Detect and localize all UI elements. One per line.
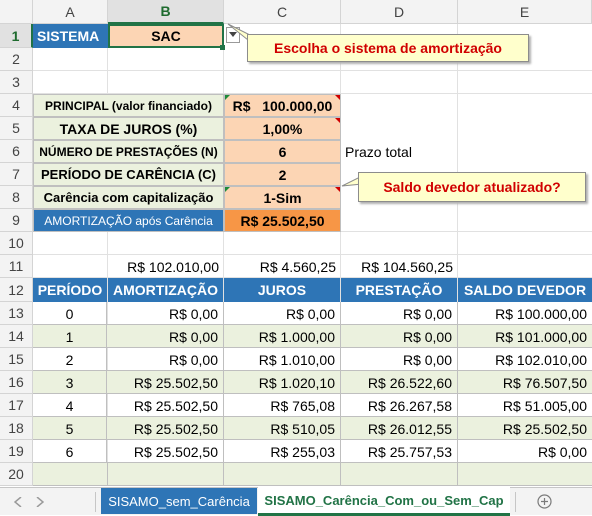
prazo-total-note: Prazo total (345, 143, 412, 160)
tab-label: SISAMO_Carência_Com_ou_Sem_Cap (264, 492, 504, 508)
cell-divider (340, 463, 341, 486)
taxa-value[interactable] (224, 117, 341, 140)
row-header-6[interactable]: 6 (0, 140, 33, 163)
cell-juros[interactable]: R$ 1.010,00 (224, 348, 341, 371)
column-header-b[interactable]: B (108, 0, 224, 24)
cell-juros[interactable]: R$ 255,03 (224, 440, 341, 463)
sheet-tabs-bar (0, 487, 592, 515)
table-row (33, 371, 592, 394)
callout-sistema-text: Escolha o sistema de amortização (274, 40, 502, 56)
principal-value-text: R$ 100.000,00 (232, 97, 333, 114)
cell-periodo[interactable]: 2 (33, 348, 107, 371)
tab-scroll-right-icon[interactable] (36, 497, 44, 507)
plus-circle-icon[interactable] (537, 494, 552, 509)
cell-juros[interactable]: R$ 1.000,00 (224, 325, 341, 348)
table-row (33, 394, 592, 417)
total-juros: R$ 4.560,25 (259, 258, 336, 275)
row-header-5[interactable]: 5 (0, 117, 33, 140)
c-value[interactable] (224, 163, 341, 186)
cell-prestacao[interactable]: R$ 25.757,53 (341, 440, 458, 463)
cell-amortizacao[interactable]: R$ 25.502,50 (108, 371, 224, 394)
cell-prestacao[interactable]: R$ 26.012,55 (341, 417, 458, 440)
column-header-e[interactable]: E (458, 0, 592, 24)
row-header-1[interactable]: 1 (0, 24, 33, 48)
amort-value-text: R$ 25.502,50 (240, 212, 325, 229)
tab-label: SISAMO_sem_Carência (108, 493, 250, 509)
cell-divider (457, 463, 458, 486)
row-header-2[interactable]: 2 (0, 48, 33, 71)
cell-saldo[interactable]: R$ 0,00 (537, 443, 587, 460)
row-header-8[interactable]: 8 (0, 186, 33, 209)
header-amortizacao: AMORTIZAÇÃO (108, 278, 223, 302)
row-header-16[interactable]: 16 (0, 371, 33, 394)
total-prestacao: R$ 104.560,25 (361, 258, 453, 275)
cell-saldo[interactable]: R$ 102.010,00 (495, 351, 587, 368)
select-all-corner[interactable] (0, 0, 33, 24)
cell-prestacao[interactable]: R$ 0,00 (341, 302, 458, 325)
n-value-text: 6 (278, 143, 287, 160)
cell-divider (107, 463, 108, 486)
cell-juros[interactable]: R$ 765,08 (224, 394, 341, 417)
comment-indicator (335, 95, 340, 100)
column-header-d[interactable]: D (341, 0, 458, 24)
cell-prestacao[interactable]: R$ 0,00 (341, 348, 458, 371)
tab-separator (95, 492, 96, 512)
callout-saldo-text: Saldo devedor atualizado? (383, 179, 561, 195)
cell-saldo[interactable]: R$ 101.000,00 (495, 328, 587, 345)
cell-amortizacao[interactable]: R$ 25.502,50 (108, 440, 224, 463)
row-header-19[interactable]: 19 (0, 440, 33, 463)
amort-label-text: AMORTIZAÇÃO após Carência (44, 213, 213, 228)
n-label (33, 140, 224, 163)
cell-divider (223, 463, 224, 486)
total-amortizacao: R$ 102.010,00 (127, 258, 219, 275)
row-header-7[interactable]: 7 (0, 163, 33, 186)
row-header-9[interactable]: 9 (0, 209, 33, 232)
cap-label-text: Carência com capitalização (43, 190, 214, 205)
cap-label (33, 186, 224, 209)
cell-saldo[interactable]: R$ 100.000,00 (495, 305, 587, 322)
tab-scroll-left-icon[interactable] (14, 497, 22, 507)
table-row (33, 325, 592, 348)
principal-value[interactable] (224, 94, 341, 117)
sistema-label[interactable]: SISTEMA (33, 24, 108, 48)
cell-amortizacao[interactable]: R$ 0,00 (108, 325, 224, 348)
header-prestacao: PRESTAÇÃO (341, 278, 457, 302)
cell-prestacao[interactable]: R$ 26.522,60 (341, 371, 458, 394)
amort-value[interactable] (224, 209, 341, 232)
table-row (33, 417, 592, 440)
row-header-20[interactable]: 20 (0, 463, 33, 486)
row-header-15[interactable]: 15 (0, 348, 33, 371)
cell-periodo[interactable]: 1 (33, 325, 107, 348)
row-header-3[interactable]: 3 (0, 71, 33, 94)
row-header-17[interactable]: 17 (0, 394, 33, 417)
cell-juros[interactable]: R$ 0,00 (224, 302, 341, 325)
sistema-select-cell[interactable] (108, 24, 224, 48)
cell-saldo[interactable]: R$ 76.507,50 (502, 374, 587, 391)
cell-amortizacao[interactable]: R$ 0,00 (108, 302, 224, 325)
row-header-14[interactable]: 14 (0, 325, 33, 348)
row-header-12[interactable]: 12 (0, 278, 33, 302)
column-header-c[interactable]: C (224, 0, 341, 24)
cap-value-text: 1-Sim (263, 189, 302, 206)
cell-periodo[interactable]: 3 (33, 371, 107, 394)
cell-periodo[interactable]: 5 (33, 417, 107, 440)
comment-indicator (335, 118, 340, 123)
header-saldo-devedor: SALDO DEVEDOR (458, 278, 592, 302)
sistema-value: SAC (151, 28, 181, 44)
note-indicator (225, 95, 230, 100)
c-label (33, 163, 224, 186)
cell-saldo[interactable]: R$ 51.005,00 (502, 397, 587, 414)
tab-sisamo-carencia-com-ou-sem-cap[interactable] (258, 487, 510, 516)
header-periodo: PERÍODO (33, 278, 107, 302)
row-header-13[interactable]: 13 (0, 302, 33, 325)
n-value[interactable] (224, 140, 341, 163)
callout-saldo (358, 172, 586, 202)
cell-juros[interactable]: R$ 510,05 (224, 417, 341, 440)
taxa-label (33, 117, 224, 140)
fill-handle[interactable] (220, 45, 225, 50)
row-header-11[interactable]: 11 (0, 255, 33, 278)
column-header-a[interactable]: A (33, 0, 108, 24)
table-row-empty (33, 463, 592, 486)
c-value-text: 2 (278, 166, 287, 183)
amort-label (33, 209, 224, 232)
header-juros: JUROS (224, 278, 340, 302)
cell-amortizacao[interactable]: R$ 0,00 (108, 348, 224, 371)
c-label-text: PERÍODO DE CARÊNCIA (C) (40, 167, 217, 182)
taxa-value-text: 1,00% (262, 120, 303, 137)
callout-sistema (247, 34, 529, 62)
cell-periodo[interactable]: 4 (33, 394, 107, 417)
gridline (33, 70, 592, 71)
tab-sisamo-sem-carencia[interactable] (101, 488, 257, 514)
note-indicator (225, 187, 230, 192)
cap-value[interactable] (224, 186, 341, 209)
table-row (33, 302, 592, 325)
cell-prestacao[interactable]: R$ 26.267,58 (341, 394, 458, 417)
n-label-text: NÚMERO DE PRESTAÇÕES (N) (39, 144, 218, 159)
cell-amortizacao[interactable]: R$ 25.502,50 (108, 394, 224, 417)
cell-periodo[interactable]: 6 (33, 440, 107, 463)
cell-prestacao[interactable]: R$ 0,00 (341, 325, 458, 348)
taxa-label-text: TAXA DE JUROS (%) (59, 120, 198, 137)
row-header-4[interactable]: 4 (0, 94, 33, 117)
principal-label (33, 94, 224, 117)
cell-periodo[interactable]: 0 (33, 302, 107, 325)
cell-juros[interactable]: R$ 1.020,10 (224, 371, 341, 394)
principal-label-text: PRINCIPAL (valor financiado) (45, 98, 212, 113)
row-header-18[interactable]: 18 (0, 417, 33, 440)
row-header-10[interactable]: 10 (0, 232, 33, 255)
table-row (33, 348, 592, 371)
cell-amortizacao[interactable]: R$ 25.502,50 (108, 417, 224, 440)
cell-saldo[interactable]: R$ 25.502,50 (502, 420, 587, 437)
table-row (33, 440, 592, 463)
tab-separator (515, 492, 516, 512)
